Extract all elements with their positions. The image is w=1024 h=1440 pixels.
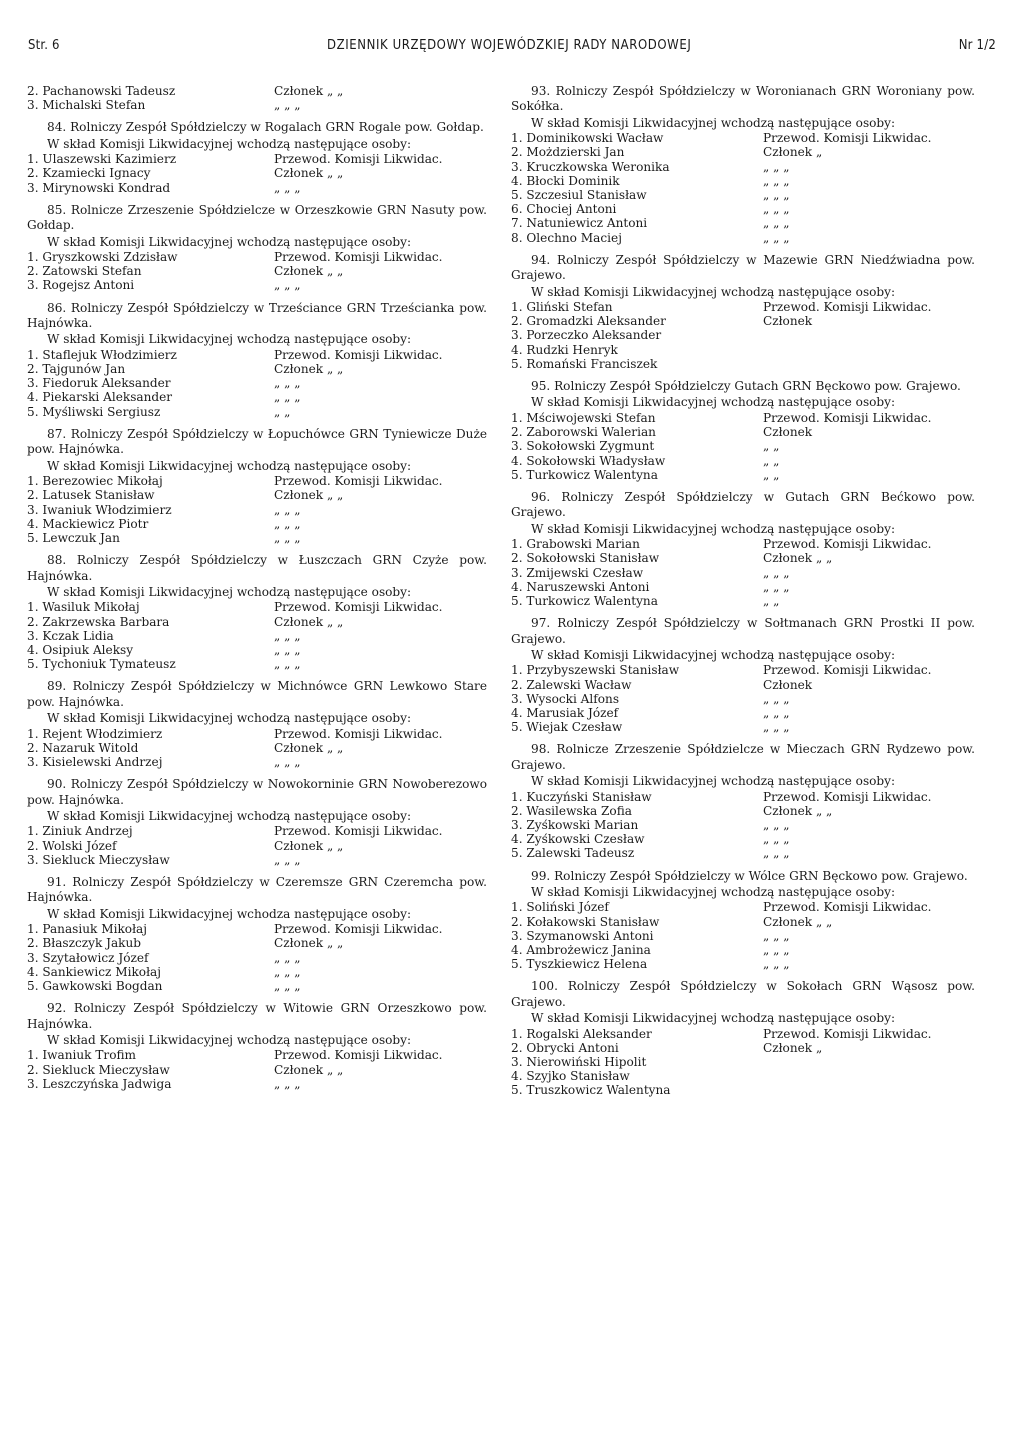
- member-role: Członek „ „: [274, 84, 344, 98]
- member-name: 1. Staflejuk Włodzimierz: [27, 347, 177, 362]
- member-name: 3. Fiedoruk Aleksander: [27, 376, 171, 391]
- member-row: [27, 376, 487, 390]
- member-role: „ „ „: [763, 565, 790, 580]
- member-row: [27, 600, 487, 614]
- member-row: [27, 853, 487, 867]
- member-role: Członek „ „: [274, 488, 344, 503]
- member-row: [511, 411, 975, 425]
- entry-intro: W skład Komisji Likwidacyjnej wchodzą następujące osoby:: [531, 1011, 896, 1026]
- member-name: 5. Turkowicz Walentyna: [511, 467, 658, 482]
- member-row: [511, 328, 975, 342]
- member-row: [511, 314, 975, 328]
- entry-intro: W skład Komisji Likwidacyjnej wchodzą następujące osoby:: [47, 332, 412, 347]
- member-name: 4. Piekarski Aleksander: [27, 390, 173, 405]
- member-name: 5. Turkowicz Walentyna: [511, 593, 658, 608]
- member-role: Przewod. Komisji Likwidac.: [763, 663, 932, 678]
- page-header: [28, 38, 996, 53]
- member-row: [27, 936, 487, 950]
- entry-title: 93. Rolniczy Zespół Spółdzielczy w Woronianach GRN Woroniany pow. Sokółka.: [511, 84, 975, 114]
- member-row: [27, 741, 487, 755]
- member-row: [511, 957, 975, 971]
- entry-intro: W skład Komisji Likwidacyjnej wchodzą następujące osoby:: [47, 1033, 412, 1048]
- entry: [511, 84, 975, 245]
- member-row: [27, 965, 487, 979]
- member-role: „ „ „: [763, 957, 790, 972]
- entry-intro: W skład Komisji Likwidacyjnej wchodzą następujące osoby:: [47, 809, 412, 823]
- member-name: 3. Zyśkowski Marian: [511, 818, 639, 832]
- member-role: Przewod. Komisji Likwidac.: [274, 250, 443, 265]
- member-row: [27, 531, 487, 545]
- entry-intro: W skład Komisji Likwidacyjnej wchodzą następujące osoby:: [531, 521, 896, 536]
- member-role: „ „ „: [274, 1076, 301, 1091]
- member-row: [511, 537, 975, 551]
- entry: [27, 553, 487, 671]
- member-row: [511, 425, 975, 439]
- member-role: „ „ „: [274, 964, 301, 979]
- member-row: [27, 727, 487, 741]
- member-row: [511, 804, 975, 818]
- member-name: 4. Naruszewski Antoni: [511, 579, 650, 594]
- member-row: [27, 922, 487, 936]
- member-row: [511, 160, 975, 174]
- entry-title: 96. Rolniczy Zespół Spółdzielczy w Gutach GRN Bećkowo pow. Grajewo.: [511, 489, 975, 520]
- entry: [511, 379, 975, 482]
- member-role: „ „ „: [763, 230, 790, 245]
- member-role: „ „ „: [763, 159, 790, 174]
- member-name: 4. Zyśkowski Czesław: [511, 832, 645, 847]
- member-row: [511, 145, 975, 159]
- member-role: Przewod. Komisji Likwidac.: [763, 789, 932, 804]
- member-row: [27, 348, 487, 362]
- member-role: [763, 343, 975, 357]
- member-role: Członek „: [763, 1040, 823, 1055]
- entry-intro: W skład Komisji Likwidacyjnej wchodzą następujące osoby:: [47, 234, 412, 249]
- member-row: [27, 390, 487, 404]
- entry: [511, 869, 975, 972]
- member-row: [511, 300, 975, 314]
- member-row: [27, 152, 487, 166]
- member-row: [27, 629, 487, 643]
- issue-number: Nr 1/2: [958, 38, 996, 53]
- member-role: „ „ „: [274, 628, 301, 643]
- member-role: „ „ „: [274, 502, 301, 517]
- member-role: „ „: [274, 404, 291, 419]
- member-role: „ „ „: [274, 98, 301, 113]
- member-role: Członek „ „: [274, 614, 344, 629]
- entry-intro: W skład Komisji Likwidacyjnej wchodzą następujące osoby:: [531, 774, 896, 789]
- member-role: [763, 1069, 975, 1083]
- member-role: „ „ „: [274, 180, 301, 195]
- member-row: [27, 84, 487, 98]
- member-name: 2. Zalewski Wacław: [511, 677, 632, 692]
- member-name: 5. Tyszkiewicz Helena: [511, 957, 648, 972]
- member-name: 2. Wolski Józef: [27, 838, 117, 853]
- member-name: 1. Gliński Stefan: [511, 300, 613, 315]
- member-role: Przewod. Komisji Likwidac.: [274, 152, 443, 167]
- member-name: 1. Gryszkowski Zdzisław: [27, 250, 178, 265]
- member-role: „ „ „: [763, 202, 790, 217]
- entry-title: 94. Rolniczy Zespół Spółdzielczy w Mazewie GRN Niedźwiadna pow. Grajewo.: [511, 252, 975, 283]
- entry: [27, 84, 487, 112]
- member-row: [27, 824, 487, 838]
- member-name: 3. Nierowiński Hipolit: [511, 1055, 647, 1070]
- member-role: Członek „ „: [274, 1062, 344, 1077]
- member-name: 1. Rejent Włodzimierz: [27, 726, 163, 741]
- entry-intro: W skład Komisji Likwidacyjnej wchodzą następujące osoby:: [47, 136, 412, 151]
- member-role: „ „ „: [763, 216, 790, 231]
- member-name: 7. Natuniewicz Antoni: [511, 216, 648, 231]
- member-role: Członek „ „: [274, 740, 344, 755]
- member-name: 3. Mirynowski Kondrad: [27, 180, 171, 195]
- member-row: [27, 264, 487, 278]
- member-role: Członek „ „: [274, 936, 344, 951]
- member-row: [27, 951, 487, 965]
- member-name: 4. Marusiak Józef: [511, 705, 619, 720]
- member-role: Członek „ „: [763, 803, 833, 818]
- member-role: Członek „: [763, 145, 823, 160]
- member-row: [511, 357, 975, 371]
- member-name: 5. Lewczuk Jan: [27, 530, 120, 545]
- member-role: Członek „ „: [274, 264, 344, 279]
- entry-title: 87. Rolniczy Zespół Spółdzielczy w Łopuchówce GRN Tyniewicze Duże pow. Hajnówka.: [27, 426, 487, 457]
- member-name: 2. Sokołowski Stanisław: [511, 551, 660, 566]
- member-row: [511, 900, 975, 914]
- member-role: Członek „ „: [763, 551, 833, 566]
- member-name: 5. Truszkowicz Walentyna: [511, 1083, 671, 1098]
- member-role: „ „: [763, 467, 780, 482]
- member-role: „ „ „: [274, 979, 301, 994]
- entry: [27, 203, 487, 293]
- member-name: 1. Panasiuk Mikołaj: [27, 922, 147, 937]
- member-row: [511, 915, 975, 929]
- member-role: „ „ „: [763, 818, 790, 832]
- member-name: 1. Grabowski Marian: [511, 537, 640, 552]
- member-name: 4. Sokołowski Władysław: [511, 453, 666, 468]
- entry-intro: W skład Komisji Likwidacyjnej wchodzą następujące osoby:: [531, 115, 896, 130]
- entry-title: 100. Rolniczy Zespół Spółdzielczy w Sokołach GRN Wąsosz pow. Grajewo.: [511, 979, 975, 1009]
- member-row: [511, 1055, 975, 1069]
- member-name: 2. Kzamiecki Ignacy: [27, 166, 151, 181]
- member-name: 4. Mackiewicz Piotr: [27, 516, 149, 531]
- member-role: Członek: [763, 677, 813, 692]
- member-row: [27, 755, 487, 769]
- member-row: [27, 98, 487, 112]
- entry-title: 85. Rolnicze Zrzeszenie Spółdzielcze w Orzeszkowie GRN Nasuty pow. Gołdap.: [27, 202, 487, 233]
- member-name: 2. Wasilewska Zofia: [511, 803, 632, 818]
- member-name: 1. Ulaszewski Kazimierz: [27, 152, 177, 167]
- entry-title: 91. Rolniczy Zespół Spółdzielczy w Czeremsze GRN Czeremcha pow. Hajnówka.: [27, 875, 487, 905]
- member-row: [511, 1069, 975, 1083]
- member-role: Przewod. Komisji Likwidac.: [274, 824, 443, 839]
- member-role: [763, 357, 975, 371]
- member-role: Przewod. Komisji Likwidac.: [274, 474, 443, 489]
- member-name: 2. Gromadzki Aleksander: [511, 314, 666, 329]
- member-row: [511, 832, 975, 846]
- member-name: 4. Osipiuk Aleksy: [27, 642, 134, 657]
- member-name: 5. Tychoniuk Tymateusz: [27, 657, 176, 672]
- entry: [27, 301, 487, 419]
- member-role: „ „ „: [274, 852, 301, 867]
- member-name: 3. Kczak Lidia: [27, 628, 114, 643]
- member-row: [511, 202, 975, 216]
- entry-intro: W skład Komisji Likwidacyjnej wchodzą następujące osoby:: [531, 647, 896, 662]
- member-row: [511, 846, 975, 860]
- member-row: [511, 1027, 975, 1041]
- member-name: 3. Szymanowski Antoni: [511, 928, 654, 943]
- entry: [27, 120, 487, 194]
- member-name: 2. Zatowski Stefan: [27, 264, 142, 279]
- member-row: [511, 663, 975, 677]
- member-row: [27, 1077, 487, 1091]
- member-role: „ „ „: [763, 188, 790, 203]
- member-row: [511, 231, 975, 245]
- member-name: 4. Sankiewicz Mikołaj: [27, 964, 161, 979]
- member-row: [511, 692, 975, 706]
- member-name: 3. Zmijewski Czesław: [511, 565, 644, 580]
- member-row: [511, 174, 975, 188]
- member-row: [511, 551, 975, 565]
- member-role: „ „ „: [274, 950, 301, 965]
- member-role: „ „ „: [763, 943, 790, 958]
- member-name: 1. Dominikowski Wacław: [511, 131, 664, 146]
- member-row: [511, 929, 975, 943]
- member-row: [27, 1048, 487, 1062]
- member-row: [27, 1063, 487, 1077]
- member-row: [511, 1041, 975, 1055]
- member-row: [27, 517, 487, 531]
- member-row: [27, 181, 487, 195]
- member-role: Członek „ „: [274, 362, 344, 377]
- member-role: „ „ „: [763, 691, 790, 706]
- member-role: [763, 1083, 975, 1097]
- member-name: 2. Błaszczyk Jakub: [27, 936, 142, 951]
- member-name: 3. Michalski Stefan: [27, 98, 146, 113]
- member-role: Przewod. Komisji Likwidac.: [763, 410, 932, 425]
- member-role: „ „ „: [274, 390, 301, 405]
- member-row: [27, 643, 487, 657]
- member-role: Członek „ „: [274, 166, 344, 181]
- member-name: 2. Tajgunów Jan: [27, 362, 126, 377]
- member-row: [511, 566, 975, 580]
- member-name: 4. Błocki Dominik: [511, 173, 620, 188]
- entry: [27, 875, 487, 993]
- entry: [511, 616, 975, 734]
- member-role: „ „ „: [763, 832, 790, 847]
- member-name: 6. Chociej Antoni: [511, 202, 617, 217]
- entry-title: 92. Rolniczy Zespół Spółdzielczy w Witowie GRN Orzeszkowo pow. Hajnówka.: [27, 1001, 487, 1031]
- member-role: Przewod. Komisji Likwidac.: [763, 300, 932, 315]
- member-role: „ „ „: [274, 657, 301, 672]
- entry: [511, 979, 975, 1097]
- member-row: [511, 468, 975, 482]
- member-name: 1. Przybyszewski Stanisław: [511, 663, 680, 678]
- member-name: 1. Wasiluk Mikołaj: [27, 600, 140, 615]
- member-row: [27, 503, 487, 517]
- member-name: 5. Gawkowski Bogdan: [27, 979, 163, 994]
- entry-title: 98. Rolnicze Zrzeszenie Spółdzielcze w Mieczach GRN Rydzewo pow. Grajewo.: [511, 742, 975, 772]
- member-name: 2. Zaborowski Walerian: [511, 425, 656, 440]
- journal-title: DZIENNIK URZĘDOWY WOJEWÓDZKIEJ RADY NARODOWEJ: [327, 38, 692, 53]
- member-role: Członek „ „: [763, 914, 833, 929]
- member-role: Przewod. Komisji Likwidac.: [274, 922, 443, 937]
- entry-title: 84. Rolniczy Zespół Spółdzielczy w Rogalach GRN Rogale pow. Gołdap.: [47, 120, 484, 135]
- member-role: [763, 328, 975, 342]
- member-row: [511, 188, 975, 202]
- member-role: Przewod. Komisji Likwidac.: [763, 537, 932, 552]
- member-role: „ „: [763, 593, 780, 608]
- entry: [27, 1001, 487, 1091]
- entry: [27, 679, 487, 769]
- member-role: „ „ „: [274, 516, 301, 531]
- member-role: Przewod. Komisji Likwidac.: [763, 1026, 932, 1041]
- entry-intro: W skład Komisji Likwidacyjnej wchodzą następujące osoby:: [47, 711, 412, 726]
- entry-title: 97. Rolniczy Zespół Spółdzielczy w Sołtmanach GRN Prostki II pow. Grajewo.: [511, 616, 975, 646]
- member-row: [27, 979, 487, 993]
- member-name: 2. Pachanowski Tadeusz: [27, 84, 176, 98]
- member-row: [511, 943, 975, 957]
- member-row: [511, 439, 975, 453]
- member-role: „ „ „: [274, 530, 301, 545]
- member-row: [27, 488, 487, 502]
- member-name: 3. Porzeczko Aleksander: [511, 328, 662, 343]
- member-role: „ „ „: [274, 754, 301, 769]
- member-name: 4. Szyjko Stanisław: [511, 1069, 630, 1084]
- entry-intro: W skład Komisji Likwidacyjnej wchodzą następujące osoby:: [47, 458, 412, 473]
- member-row: [27, 250, 487, 264]
- member-name: 1. Berezowiec Mikołaj: [27, 474, 163, 489]
- member-role: Członek: [763, 425, 813, 440]
- member-name: 3. Iwaniuk Włodzimierz: [27, 502, 172, 517]
- member-name: 4. Ambrożewicz Janina: [511, 943, 651, 958]
- entry-intro: W skład Komisji Likwidacyjnej wchodza następujące osoby:: [47, 906, 412, 921]
- member-row: [511, 131, 975, 145]
- member-name: 3. Sokołowski Zygmunt: [511, 439, 655, 454]
- member-role: Członek „ „: [274, 838, 344, 853]
- member-name: 3. Siekluck Mieczysław: [27, 852, 170, 867]
- entry-title: 86. Rolniczy Zespół Spółdzielczy w Trześciance GRN Trześcianka pow. Hajnówka.: [27, 300, 487, 331]
- member-name: 2. Nazaruk Witold: [27, 740, 139, 755]
- member-row: [27, 405, 487, 419]
- entry: [511, 253, 975, 371]
- member-name: 1. Kuczyński Stanisław: [511, 789, 652, 804]
- member-role: Przewod. Komisji Likwidac.: [274, 347, 443, 362]
- member-role: „ „ „: [274, 642, 301, 657]
- member-name: 5. Wiejak Czesław: [511, 720, 623, 735]
- entry-intro: W skład Komisji Likwidacyjnej wchodzą następujące osoby:: [531, 284, 896, 299]
- member-row: [27, 615, 487, 629]
- left-column: [27, 84, 487, 1099]
- member-row: [511, 818, 975, 832]
- member-row: [27, 657, 487, 671]
- member-row: [511, 790, 975, 804]
- right-column: [511, 84, 975, 1106]
- member-name: 1. Ziniuk Andrzej: [27, 824, 133, 839]
- entry: [511, 742, 975, 860]
- member-role: „ „ „: [763, 928, 790, 943]
- entry-title: 95. Rolniczy Zespół Spółdzielczy Gutach GRN Bęckowo pow. Grajewo.: [531, 379, 961, 394]
- member-name: 1. Iwaniuk Trofim: [27, 1048, 137, 1063]
- member-role: „ „ „: [763, 846, 790, 861]
- member-row: [511, 580, 975, 594]
- member-role: Przewod. Komisji Likwidac.: [763, 900, 932, 915]
- member-role: Przewod. Komisji Likwidac.: [763, 131, 932, 146]
- member-role: „ „ „: [763, 173, 790, 188]
- member-name: 5. Zalewski Tadeusz: [511, 846, 635, 861]
- entry-intro: W skład Komisji Likwidacyjnej wchodzą następujące osoby:: [531, 885, 896, 900]
- member-name: 2. Obrycki Antoni: [511, 1040, 619, 1055]
- member-name: 3. Kisielewski Andrzej: [27, 754, 163, 769]
- member-row: [27, 839, 487, 853]
- entry-title: 99. Rolniczy Zespół Spółdzielczy w Wólce GRN Bęckowo pow. Grajewo.: [531, 868, 968, 883]
- member-role: „ „: [763, 453, 780, 468]
- member-name: 5. Myśliwski Sergiusz: [27, 404, 161, 419]
- member-row: [27, 278, 487, 292]
- member-row: [27, 362, 487, 376]
- entry-intro: W skład Komisji Likwidacyjnej wchodzą następujące osoby:: [531, 395, 896, 410]
- member-role: „ „ „: [763, 579, 790, 594]
- member-name: 5. Romański Franciszek: [511, 356, 658, 371]
- entry-intro: W skład Komisji Likwidacyjnej wchodzą następujące osoby:: [47, 584, 412, 599]
- member-role: „ „: [763, 439, 780, 454]
- member-row: [511, 343, 975, 357]
- member-name: 2. Możdzierski Jan: [511, 145, 625, 160]
- member-name: 2. Siekluck Mieczysław: [27, 1062, 170, 1077]
- member-row: [27, 474, 487, 488]
- member-name: 3. Kruczkowska Weronika: [511, 159, 670, 174]
- member-role: „ „ „: [274, 376, 301, 391]
- member-name: 3. Rogejsz Antoni: [27, 278, 135, 293]
- member-name: 1. Rogalski Aleksander: [511, 1026, 652, 1041]
- member-role: „ „ „: [763, 720, 790, 735]
- member-name: 4. Rudzki Henryk: [511, 342, 618, 357]
- member-name: 1. Mściwojewski Stefan: [511, 410, 656, 425]
- member-row: [27, 166, 487, 180]
- member-role: „ „ „: [274, 278, 301, 293]
- member-role: [763, 1055, 975, 1069]
- entry-title: 90. Rolniczy Zespół Spółdzielczy w Nowokorninie GRN Nowoberezowo pow. Hajnówka.: [27, 777, 487, 807]
- member-name: 2. Zakrzewska Barbara: [27, 614, 170, 629]
- entry: [27, 427, 487, 545]
- member-role: Przewod. Komisji Likwidac.: [274, 726, 443, 741]
- member-name: 1. Soliński Józef: [511, 900, 609, 915]
- member-name: 8. Olechno Maciej: [511, 230, 622, 245]
- member-row: [511, 1083, 975, 1097]
- member-row: [511, 594, 975, 608]
- page-number: Str. 6: [28, 38, 60, 53]
- entry-title: 89. Rolniczy Zespół Spółdzielczy w Michnówce GRN Lewkowo Stare pow. Hajnówka.: [27, 679, 487, 709]
- entry: [511, 490, 975, 608]
- member-role: Przewod. Komisji Likwidac.: [274, 1048, 443, 1063]
- member-row: [511, 706, 975, 720]
- entry: [27, 777, 487, 867]
- member-role: Członek: [763, 314, 813, 329]
- member-name: 3. Leszczyńska Jadwiga: [27, 1076, 172, 1091]
- member-row: [511, 720, 975, 734]
- member-row: [511, 216, 975, 230]
- member-name: 2. Kołakowski Stanisław: [511, 914, 660, 929]
- member-name: 5. Szczesiul Stanisław: [511, 188, 647, 203]
- member-role: „ „ „: [763, 705, 790, 720]
- member-role: Przewod. Komisji Likwidac.: [274, 600, 443, 615]
- member-name: 3. Szytałowicz Józef: [27, 950, 149, 965]
- member-name: 3. Wysocki Alfons: [511, 691, 620, 706]
- member-row: [511, 678, 975, 692]
- member-name: 2. Latusek Stanisław: [27, 488, 155, 503]
- member-row: [511, 454, 975, 468]
- entry-title: 88. Rolniczy Zespół Spółdzielczy w Łuszczach GRN Czyże pow. Hajnówka.: [27, 553, 487, 583]
